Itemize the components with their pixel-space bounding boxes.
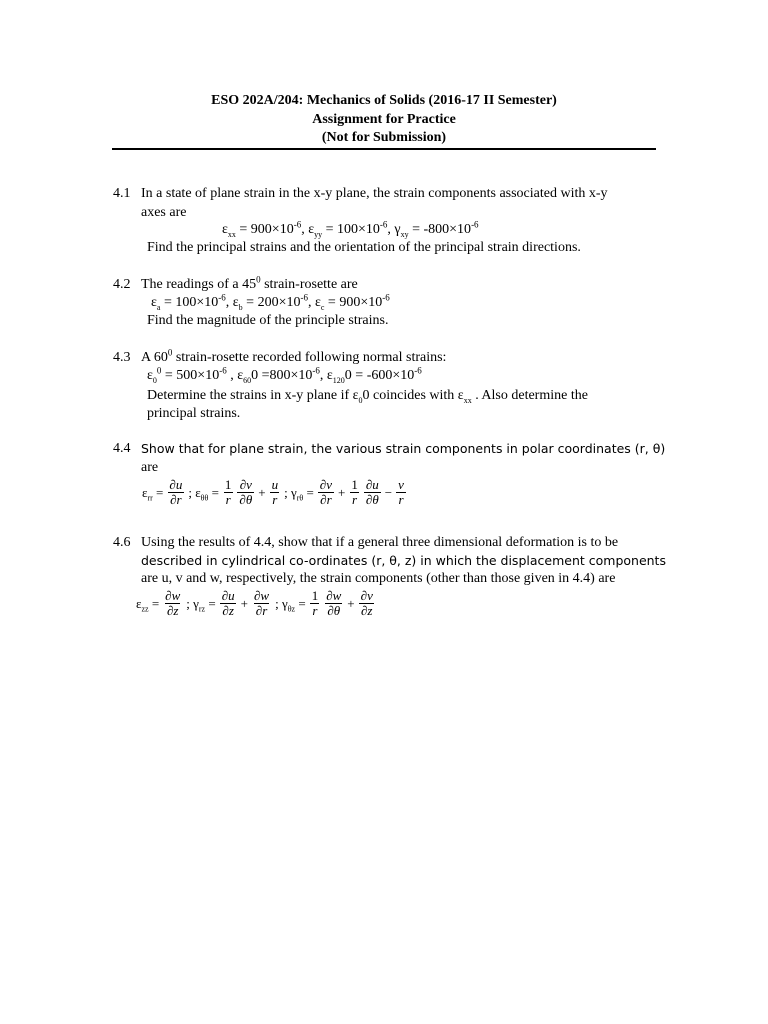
problem-text-line: described in cylindrical co-ordinates (r, θ, z) in which the displacement components (141, 553, 666, 568)
problem-text-line: Determine the strains in x-y plane if $\varepsilon_00$ coincides with $\varepsilon_{xx}$ . Also determine the (147, 388, 588, 405)
problem-number: 4.1 (113, 186, 131, 201)
strain-values: $\varepsilon_a = 100\times 10^{-6}$, $\varepsilon_b = 200\times 10^{-6}$, $\varepsilon_c = 900\times 10^{-6}$ (151, 292, 390, 312)
problem-text-line: Using the results of 4.4, show that if a general three dimensional deformation is to be (141, 535, 619, 550)
problem-text-line: The readings of a $45^0$ strain-rosette are (141, 274, 358, 292)
problem-text-line: axes are (141, 205, 187, 220)
document-subtitle: Assignment for Practice (312, 112, 456, 127)
problem-text-line: Show that for plane strain, the various strain components in polar coordinates (r, θ) (141, 441, 666, 456)
problem-text-line: principal strains. (147, 406, 241, 421)
problem-question: Find the principal strains and the orientation of the principal strain directions. (147, 240, 581, 255)
problem-number: 4.4 (113, 441, 131, 456)
header-divider (112, 148, 656, 150)
problem-number: 4.3 (113, 350, 131, 365)
problem-question: Find the magnitude of the principle strains. (147, 313, 389, 328)
document-title: ESO 202A/204: Mechanics of Solids (2016-17 II Semester) (211, 93, 557, 108)
strain-values: $\varepsilon_{xx} = 900\times 10^{-6}$, $\varepsilon_{yy} = 100\times 10^{-6}$, $\gamma_{xy} = -800\times 10^{-6}$ (222, 219, 479, 239)
problem-text-line: In a state of plane strain in the x-y plane, the strain components associated with x-y (141, 186, 608, 201)
problem-text-line: are (141, 460, 159, 475)
cylindrical-strain-equations: $\varepsilon_{zz}$ = $\frac{\partial w}{\partial z}$ ; $\gamma_{rz}$ = $\frac{\partial u}{\partial z}$ + $\frac{\partial w}{\partial r}$ ; $\gamma_{\theta z}$ = $\frac{1}{r}$ $\frac{\partial w}{\partial\theta}$ + $\frac{\partial v}{\partial z}$ (136, 588, 373, 618)
strain-values: $\varepsilon_0^0 = 500\times 10^{-6}$ , $\varepsilon_{60}0 =800\times 10^{-6}$, $\varepsilon_{120}0 = -600\times 10^{-6}$ (147, 365, 422, 385)
document-note: (Not for Submission) (321, 130, 447, 145)
problem-text-line: A $60^0$ strain-rosette recorded following normal strains: (141, 347, 447, 365)
problem-text-line: are u, v and w, respectively, the strain components (other than those given in 4.4) are (141, 571, 616, 586)
problem-number: 4.6 (113, 535, 131, 550)
polar-strain-equations: $\varepsilon_{rr}$ = $\frac{\partial u}{\partial r}$ ; $\varepsilon_{\theta\theta}$ = $\frac{1}{r}$ $\frac{\partial v}{\partial\theta}$ + $\frac{u}{r}$ ; $\gamma_{r\theta}$ = $\frac{\partial v}{\partial r}$ + $\frac{1}{r}$ $\frac{\partial u}{\partial\theta}$ − $\frac{v}{r}$ (142, 477, 404, 507)
problem-number: 4.2 (113, 277, 131, 292)
